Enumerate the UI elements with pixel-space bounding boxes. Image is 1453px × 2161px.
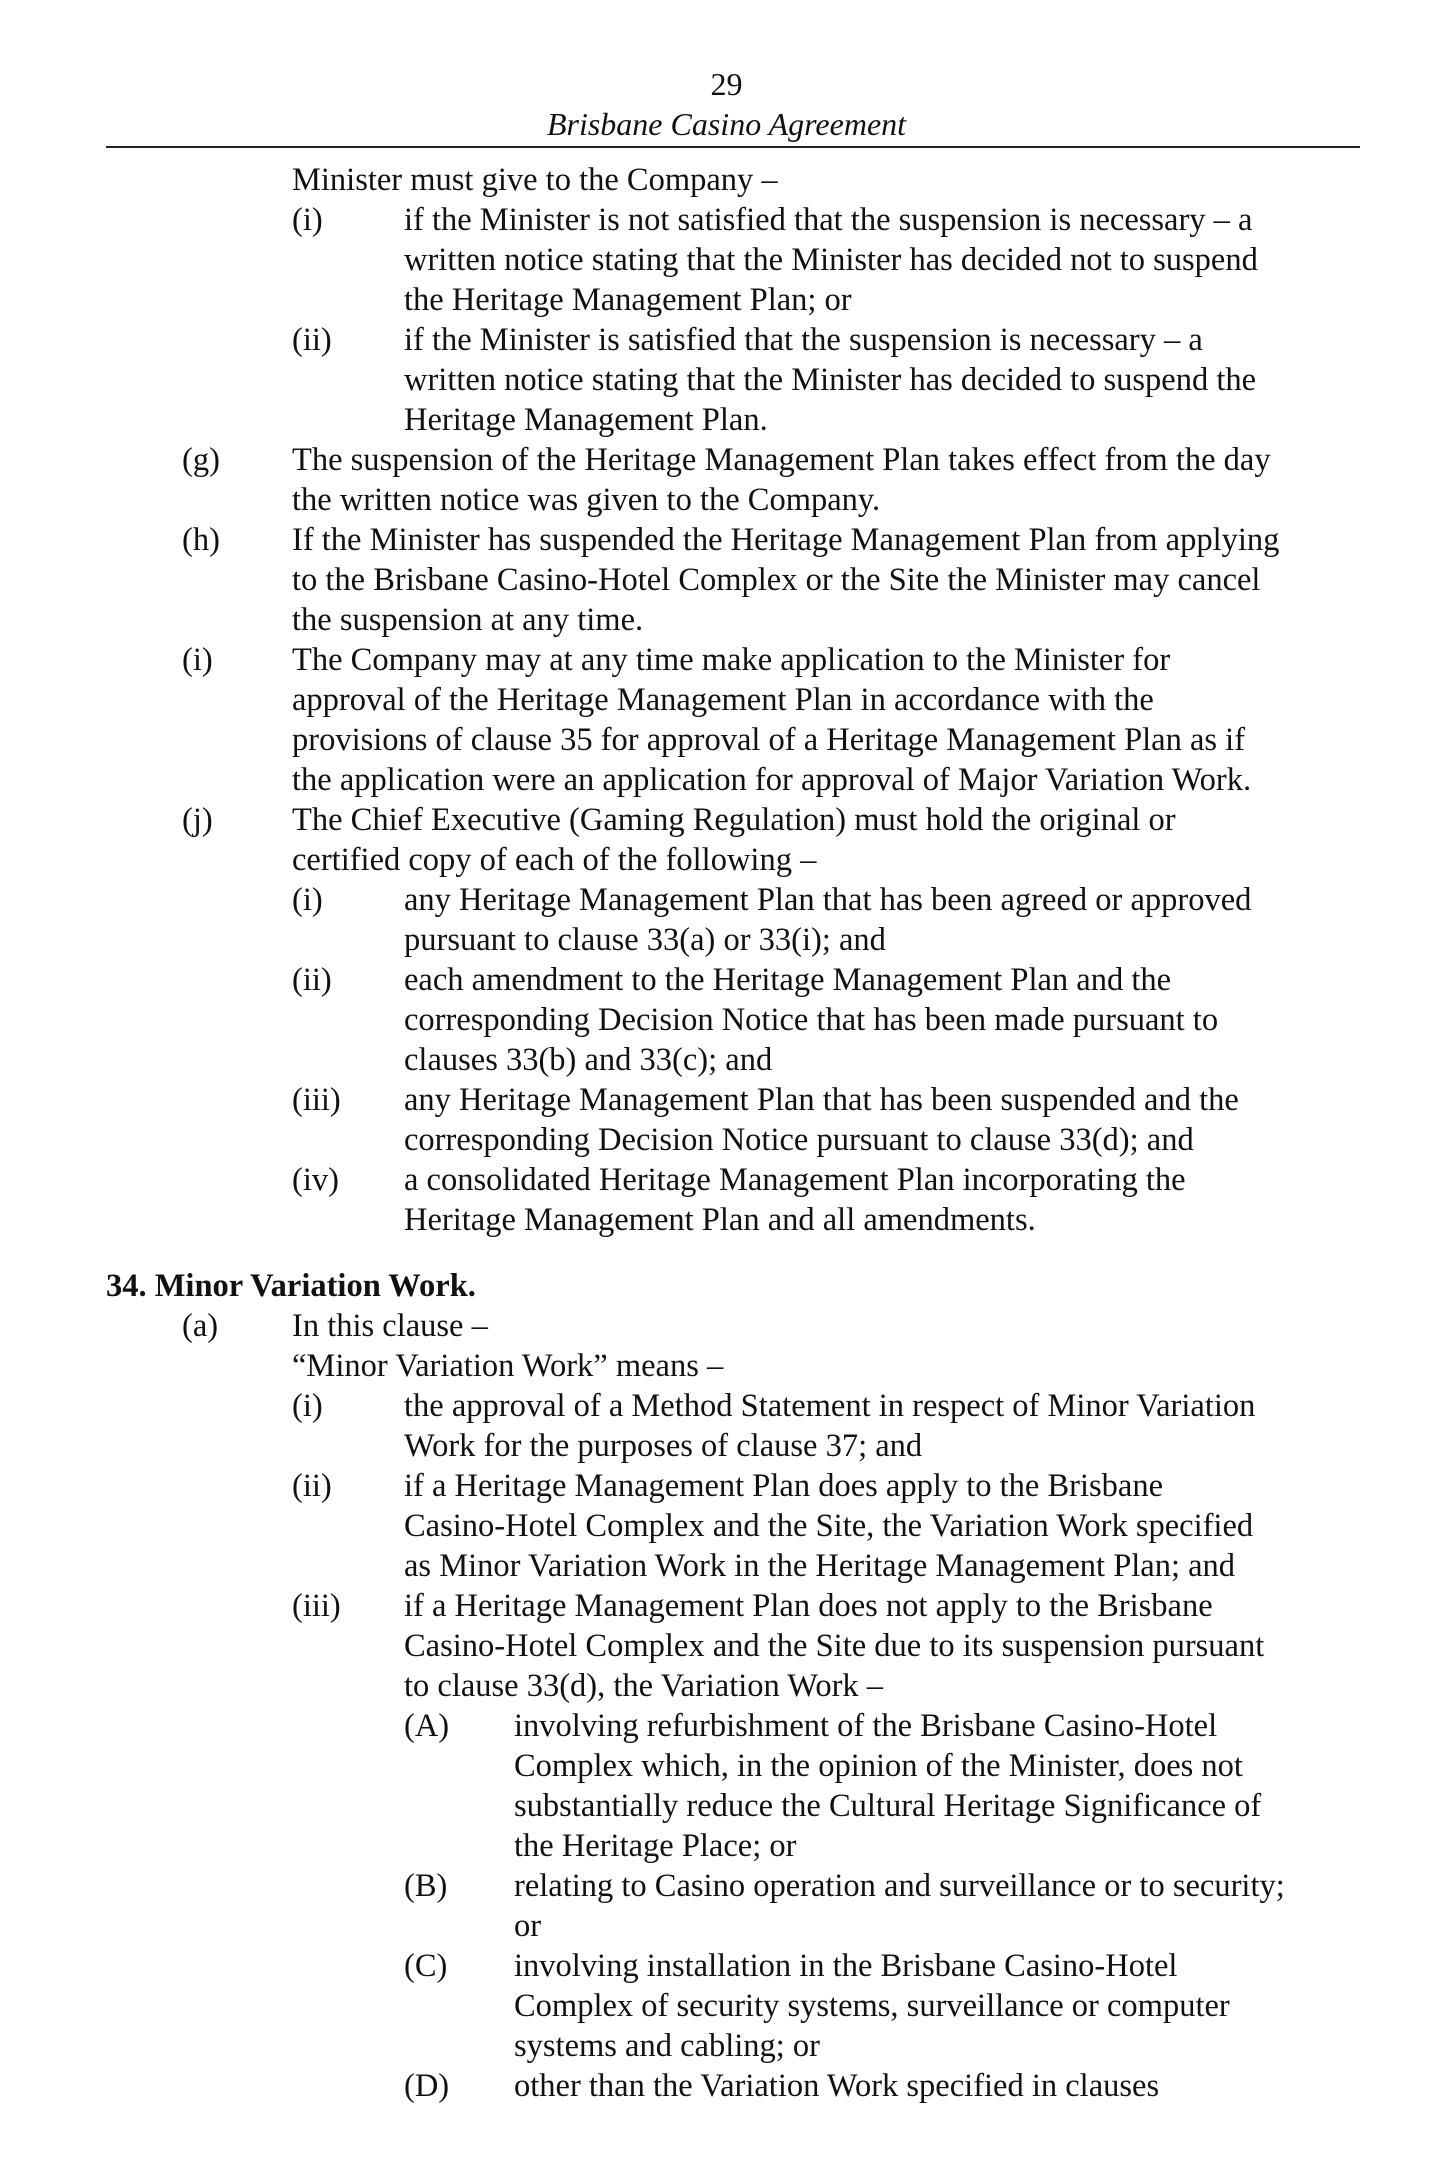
text-line: the Heritage Place; or <box>514 1828 797 1864</box>
text-line: clauses 33(b) and 33(c); and <box>404 1042 773 1078</box>
text-line: involving installation in the Brisbane Casino-Hotel <box>514 1948 1178 1984</box>
text-line: (iii) <box>292 1082 341 1118</box>
text-line: (A) <box>404 1708 450 1744</box>
text-line: The suspension of the Heritage Management Plan takes effect from the day <box>292 442 1271 478</box>
text-line: written notice stating that the Minister has decided to suspend the <box>404 362 1257 398</box>
text-line: pursuant to clause 33(a) or 33(i); and <box>404 922 886 958</box>
text-line: “Minor Variation Work” means – <box>292 1348 724 1384</box>
text-line: or <box>514 1908 542 1944</box>
text-line: to the Brisbane Casino-Hotel Complex or the Site the Minister may cancel <box>292 562 1261 598</box>
text-line: (C) <box>404 1948 448 1984</box>
text-line: involving refurbishment of the Brisbane Casino-Hotel <box>514 1708 1218 1744</box>
text-line: (D) <box>404 2068 450 2104</box>
text-line: a consolidated Heritage Management Plan incorporating the <box>404 1162 1186 1198</box>
text-line: Casino-Hotel Complex and the Site due to its suspension pursuant <box>404 1628 1265 1664</box>
text-line: (i) <box>292 202 323 238</box>
text-line: written notice stating that the Minister has decided not to suspend <box>404 242 1258 278</box>
text-line: In this clause – <box>292 1308 488 1344</box>
text-line: (iv) <box>292 1162 339 1198</box>
text-line: approval of the Heritage Management Plan in accordance with the <box>292 682 1154 718</box>
text-line: (ii) <box>292 322 332 358</box>
text-line: if the Minister is not satisfied that the suspension is necessary – a <box>404 202 1253 238</box>
text-line: The Chief Executive (Gaming Regulation) must hold the original or <box>292 802 1176 838</box>
text-line: provisions of clause 35 for approval of a Heritage Management Plan as if <box>292 722 1246 758</box>
text-line: If the Minister has suspended the Heritage Management Plan from applying <box>292 522 1280 558</box>
text-line: Work for the purposes of clause 37; and <box>404 1428 923 1464</box>
text-line: (i) <box>292 882 323 918</box>
text-line: Heritage Management Plan. <box>404 402 768 438</box>
running-header-title: Brisbane Casino Agreement <box>546 106 907 142</box>
text-line: the approval of a Method Statement in respect of Minor Variation <box>404 1388 1256 1424</box>
text-line: if a Heritage Management Plan does apply to the Brisbane <box>404 1468 1164 1504</box>
text-line: the Heritage Management Plan; or <box>404 282 852 318</box>
text-line: (ii) <box>292 962 332 998</box>
text-line: Complex of security systems, surveillance or computer <box>514 1988 1230 2024</box>
text-line: (a) <box>182 1308 219 1344</box>
text-line: Heritage Management Plan and all amendments. <box>404 1202 1036 1238</box>
text-line: Casino-Hotel Complex and the Site, the Variation Work specified <box>404 1508 1254 1544</box>
text-line: substantially reduce the Cultural Heritage Significance of <box>514 1788 1262 1824</box>
text-line: Minister must give to the Company – <box>292 162 778 198</box>
text-line: (i) <box>292 1388 323 1424</box>
text-line: corresponding Decision Notice pursuant to clause 33(d); and <box>404 1122 1194 1158</box>
text-line: corresponding Decision Notice that has been made pursuant to <box>404 1002 1219 1038</box>
text-line: any Heritage Management Plan that has been agreed or approved <box>404 882 1252 918</box>
text-line: (B) <box>404 1868 448 1904</box>
text-line: (g) <box>182 442 220 478</box>
text-line: any Heritage Management Plan that has been suspended and the <box>404 1082 1239 1118</box>
text-line: the application were an application for approval of Major Variation Work. <box>292 762 1252 798</box>
text-line: the written notice was given to the Company. <box>292 482 881 518</box>
text-line: (i) <box>182 642 213 678</box>
text-line: certified copy of each of the following – <box>292 842 817 878</box>
section-heading: 34. Minor Variation Work. <box>106 1268 476 1304</box>
text-line: to clause 33(d), the Variation Work – <box>404 1668 884 1704</box>
text-line: if a Heritage Management Plan does not apply to the Brisbane <box>404 1588 1213 1624</box>
text-line: The Company may at any time make application to the Minister for <box>292 642 1171 678</box>
text-line: each amendment to the Heritage Management Plan and the <box>404 962 1172 998</box>
text-line: relating to Casino operation and surveillance or to security; <box>514 1868 1285 1904</box>
text-line: Complex which, in the opinion of the Minister, does not <box>514 1748 1243 1784</box>
text-line: the suspension at any time. <box>292 602 644 638</box>
text-line: (iii) <box>292 1588 341 1624</box>
text-line: (ii) <box>292 1468 332 1504</box>
text-line: other than the Variation Work specified in clauses <box>514 2068 1160 2104</box>
header-rule <box>106 146 1360 148</box>
text-line: (h) <box>182 522 220 558</box>
text-line: if the Minister is satisfied that the suspension is necessary – a <box>404 322 1203 358</box>
text-line: systems and cabling; or <box>514 2028 820 2064</box>
text-line: as Minor Variation Work in the Heritage Management Plan; and <box>404 1548 1236 1584</box>
page-number: 29 <box>710 66 743 102</box>
text-line: (j) <box>182 802 213 838</box>
